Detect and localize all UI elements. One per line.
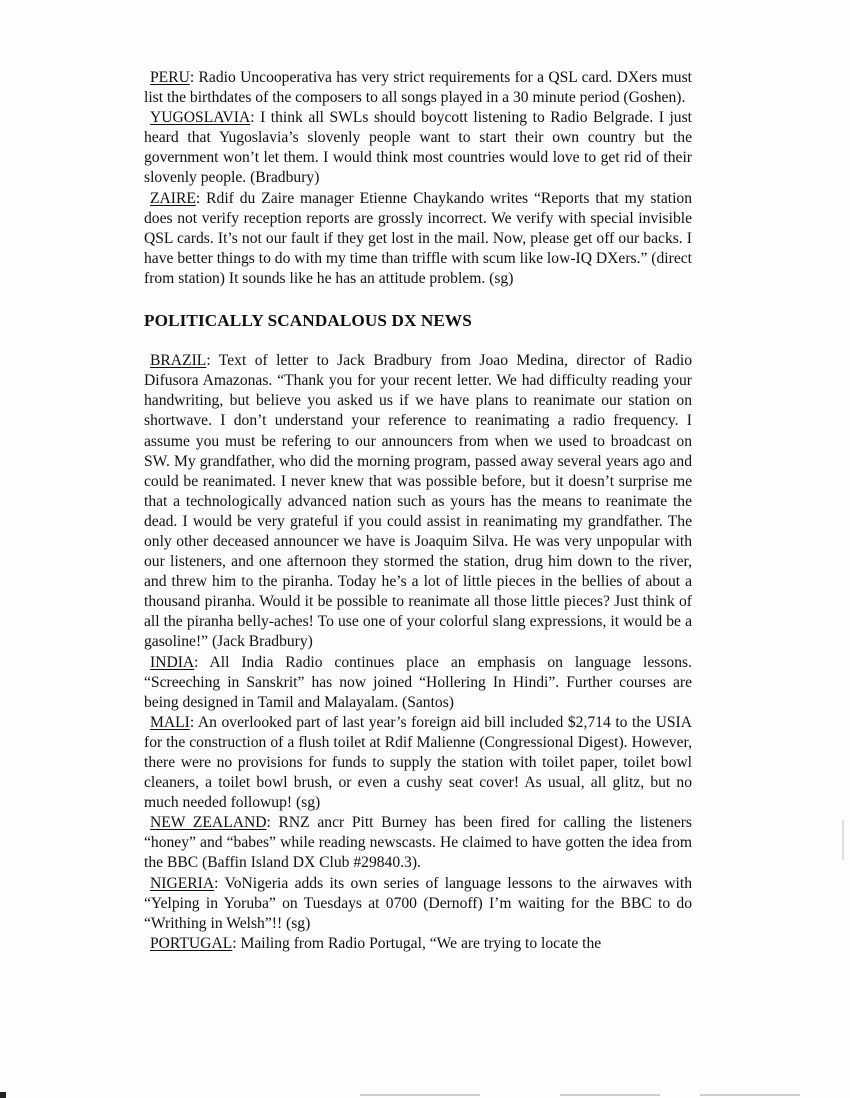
country-name: PORTUGAL: [150, 934, 233, 952]
country-name: PERU: [150, 69, 190, 86]
news-item-india: [144, 653, 692, 713]
news-item-peru: [144, 68, 692, 108]
country-name: MALI: [150, 713, 190, 731]
country-name: YUGOSLAVIA: [150, 109, 251, 127]
news-text: : Mailing from Radio Portugal, “We are trying to locate the: [232, 934, 602, 952]
news-text: : Text of letter to Jack Bradbury from Joao Medina, director of Radio Difusora Amazonas. “Thank you for your recent letter. We had difficulty reading your handwriting, but believe you asked us if we have plans to reanimate our station on shortwave. I don’t understand your reference to reanimating a radio frequency. I assume you must be refering to our announcers from when we used to broadcast on SW. My grandfather, who did the morning program, passed away several years ago and could be reanimated. I never knew that was possible before, but it doesn’t surprise me that a technologically advanced nation such as yours has the means to reanimate the dead. I would be very grateful if you could assist in reanimating my grandfather. The only other deceased announcer we have is Joaquim Silva. He was very unpopular with our listeners, and one afternoon they stormed the station, drug him down to the river, and threw him to the piranha. Today he’s a lot of little pieces in the bellies of about a thousand piranha. Would it be possible to reanimate all those little pieces? Just think of all the piranha belly-aches! To use one of your colorful slang expressions, it would be a gasoline!” (Jack Bradbury): [144, 352, 692, 651]
news-item-nigeria: [144, 874, 692, 934]
country-name: NIGERIA: [150, 874, 215, 892]
news-text: : RNZ ancr Pitt Burney has been fired for calling the listeners “honey” and “babes” while reading newscasts. He claimed to have gotten the idea from the BBC (Baffin Island DX Club #29840.3).: [144, 814, 692, 872]
news-item-new-zealand: [144, 813, 692, 873]
country-name: NEW ZEALAND: [150, 814, 267, 832]
news-item-brazil: [144, 351, 692, 652]
scan-corner-mark: [0, 1092, 6, 1098]
scan-edge-mark: [842, 820, 844, 860]
news-item-mali: [144, 713, 692, 813]
news-item-yugoslavia: [144, 108, 692, 188]
scan-edge-line: [360, 1094, 480, 1096]
news-text: : Rdif du Zaire manager Etienne Chaykando writes “Reports that my station does not verify reception reports are grossly incorrect. We verify with special invisible QSL cards. It’s not our fault if they get lost in the mail. Now, please get off our backs. I have better things to do with my time than triffle with scum like low-IQ DXers.” (direct from station) It sounds like he has an attitude problem. (sg): [144, 189, 692, 287]
news-text: : Radio Uncooperativa has very strict requirements for a QSL card. DXers must list the birthdates of the composers to all songs played in a 30 minute period (Goshen).: [144, 69, 692, 107]
document-page: [144, 68, 692, 954]
country-name: INDIA: [150, 653, 195, 671]
scan-edge-line: [560, 1094, 660, 1096]
news-item-zaire: [144, 189, 692, 289]
country-name: BRAZIL: [150, 352, 207, 370]
news-text: : VoNigeria adds its own series of language lessons to the airwaves with “Yelping in Yoruba” on Tuesdays at 0700 (Dernoff) I’m waiting for the BBC to do “Writhing in Welsh”!! (sg): [144, 874, 692, 932]
section-heading: POLITICALLY SCANDALOUS DX NEWS: [144, 311, 472, 331]
news-text: : An overlooked part of last year’s foreign aid bill included $2,714 to the USIA for the construction of a flush toilet at Rdif Malienne (Congressional Digest). However, there were no provisions for funds to supply the station with toilet paper, toilet bowl cleaners, a toilet bowl brush, or even a cushy seat cover! As usual, all glitz, but no much needed followup! (sg): [144, 713, 692, 812]
scan-edge-line: [700, 1094, 800, 1096]
country-name: ZAIRE: [150, 189, 196, 207]
news-text: : All India Radio continues place an emphasis on language lessons. “Screeching in Sanskrit” has now joined “Hollering In Hindi”. Further courses are being designed in Tamil and Malayalam. (Santos): [144, 653, 692, 711]
news-text: : I think all SWLs should boycott listening to Radio Belgrade. I just heard that Yugoslavia’s slovenly people want to start their own country but the government won’t let them. I would think most countries would love to get rid of their slovenly people. (Bradbury): [144, 109, 692, 187]
news-item-portugal: [144, 934, 692, 954]
